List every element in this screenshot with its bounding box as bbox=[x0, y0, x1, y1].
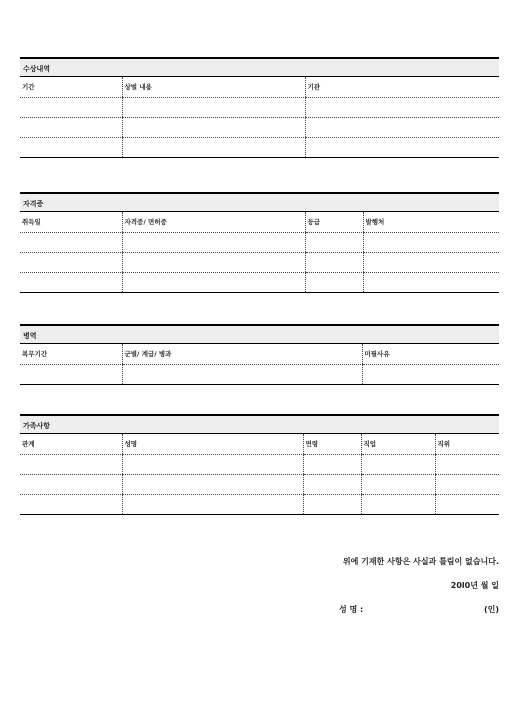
header-license: 자격증/ 면허증 bbox=[122, 212, 305, 232]
table-row bbox=[20, 364, 499, 384]
table-row bbox=[20, 232, 499, 252]
table-row bbox=[20, 252, 499, 272]
header-grade: 등급 bbox=[305, 212, 363, 232]
cell[interactable] bbox=[435, 494, 499, 514]
cell[interactable] bbox=[435, 454, 499, 474]
cell[interactable] bbox=[122, 272, 305, 292]
cell[interactable] bbox=[122, 137, 305, 157]
cell[interactable] bbox=[305, 252, 363, 272]
cell[interactable] bbox=[20, 272, 122, 292]
table-header-row bbox=[20, 344, 499, 364]
cell[interactable] bbox=[122, 252, 305, 272]
military-table bbox=[20, 344, 499, 385]
name-label: 성 명 : bbox=[339, 605, 364, 614]
license-table bbox=[20, 212, 499, 293]
family-section bbox=[20, 414, 499, 515]
header-name: 성명 bbox=[122, 434, 303, 454]
header-service-period: 복무기간 bbox=[20, 344, 122, 364]
cell[interactable] bbox=[20, 232, 122, 252]
table-row bbox=[20, 137, 499, 157]
header-position: 직위 bbox=[435, 434, 499, 454]
cell[interactable] bbox=[303, 474, 361, 494]
declaration-date: 20l0년 월 일 bbox=[450, 581, 499, 590]
cell[interactable] bbox=[20, 364, 122, 384]
cell[interactable] bbox=[303, 454, 361, 474]
cell[interactable] bbox=[361, 454, 435, 474]
table-row bbox=[20, 272, 499, 292]
cell[interactable] bbox=[20, 137, 122, 157]
table-row bbox=[20, 474, 499, 494]
cell[interactable] bbox=[305, 137, 499, 157]
header-date: 취득일 bbox=[20, 212, 122, 232]
table-header-row bbox=[20, 212, 499, 232]
cell[interactable] bbox=[122, 364, 362, 384]
header-institution: 기관 bbox=[305, 77, 499, 97]
cell[interactable] bbox=[305, 117, 499, 137]
license-section bbox=[20, 192, 499, 293]
awards-section bbox=[20, 57, 499, 158]
cell[interactable] bbox=[363, 272, 499, 292]
cell[interactable] bbox=[122, 97, 305, 117]
cell[interactable] bbox=[305, 232, 363, 252]
cell[interactable] bbox=[303, 494, 361, 514]
cell[interactable] bbox=[20, 97, 122, 117]
cell[interactable] bbox=[20, 252, 122, 272]
family-table bbox=[20, 434, 499, 515]
cell[interactable] bbox=[362, 364, 499, 384]
family-title: 가족사항 bbox=[20, 414, 499, 434]
cell[interactable] bbox=[305, 97, 499, 117]
header-branch-rank: 군별/ 계급/ 병과 bbox=[122, 344, 362, 364]
cell[interactable] bbox=[363, 252, 499, 272]
cell[interactable] bbox=[20, 454, 122, 474]
table-row bbox=[20, 97, 499, 117]
cell[interactable] bbox=[361, 474, 435, 494]
cell[interactable] bbox=[122, 454, 303, 474]
header-issuer: 발행처 bbox=[363, 212, 499, 232]
cell[interactable] bbox=[435, 474, 499, 494]
cell[interactable] bbox=[305, 272, 363, 292]
header-job: 직업 bbox=[361, 434, 435, 454]
cell[interactable] bbox=[122, 117, 305, 137]
military-title: 병역 bbox=[20, 324, 499, 344]
cell[interactable] bbox=[20, 494, 122, 514]
awards-table bbox=[20, 77, 499, 158]
seal-label: (인) bbox=[483, 605, 499, 614]
awards-title: 수상내역 bbox=[20, 57, 499, 77]
cell[interactable] bbox=[122, 494, 303, 514]
header-age: 연령 bbox=[303, 434, 361, 454]
header-relation: 관계 bbox=[20, 434, 122, 454]
signature-line bbox=[339, 604, 499, 615]
table-row bbox=[20, 454, 499, 474]
header-period: 기간 bbox=[20, 77, 122, 97]
table-header-row bbox=[20, 434, 499, 454]
header-exemption: 미필사유 bbox=[362, 344, 499, 364]
table-header-row bbox=[20, 77, 499, 97]
cell[interactable] bbox=[122, 232, 305, 252]
cell[interactable] bbox=[20, 474, 122, 494]
cell[interactable] bbox=[20, 117, 122, 137]
military-section bbox=[20, 324, 499, 385]
table-row bbox=[20, 494, 499, 514]
cell[interactable] bbox=[363, 232, 499, 252]
header-content: 상벌 내용 bbox=[122, 77, 305, 97]
license-title: 자격증 bbox=[20, 192, 499, 212]
cell[interactable] bbox=[361, 494, 435, 514]
table-row bbox=[20, 117, 499, 137]
declaration-statement: 위에 기재한 사항은 사실과 틀림이 없습니다. bbox=[342, 557, 499, 566]
cell[interactable] bbox=[122, 474, 303, 494]
